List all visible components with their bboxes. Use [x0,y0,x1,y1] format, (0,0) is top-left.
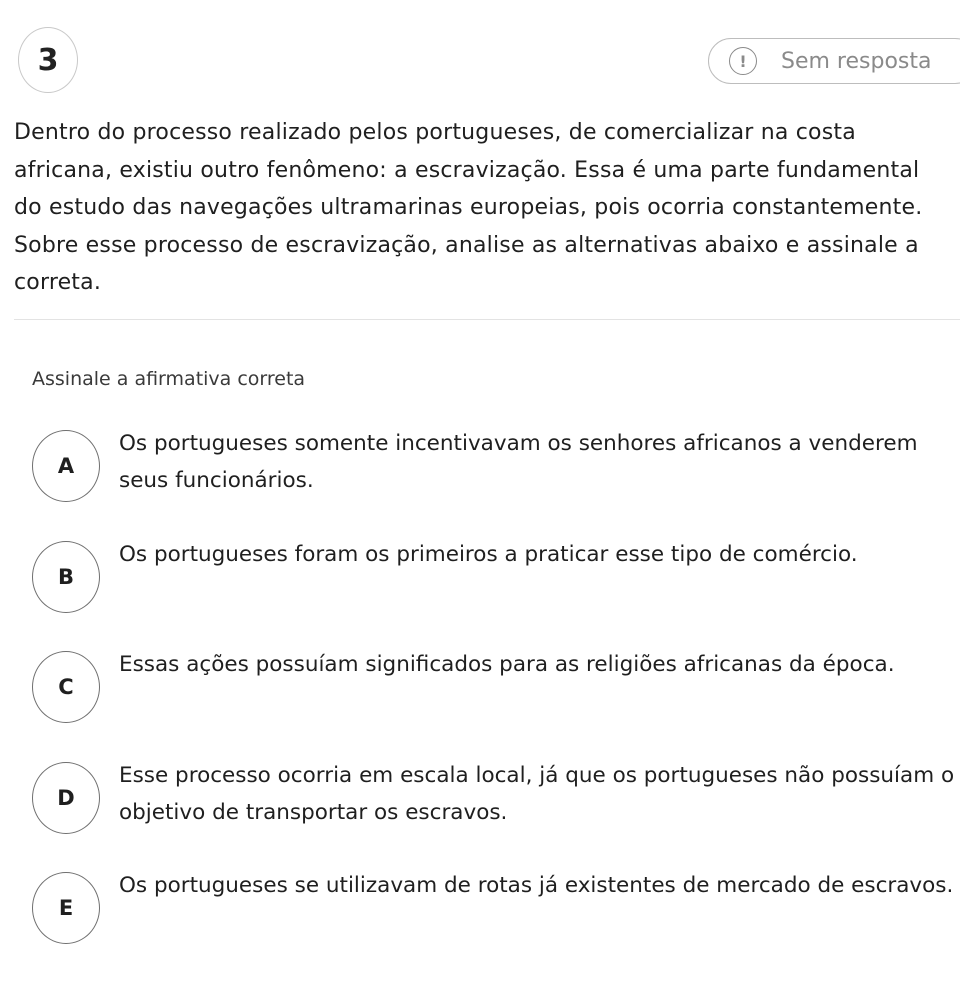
option-e[interactable] [32,872,960,948]
option-c-letter[interactable]: C [32,651,100,723]
answer-status-badge [708,38,960,84]
option-d-letter[interactable]: D [32,762,100,834]
option-b[interactable] [32,541,960,617]
option-a[interactable] [32,430,960,506]
option-b-letter[interactable]: B [32,541,100,613]
option-e-text[interactable]: Os portugueses se utilizavam de rotas já existentes de mercado de escravos. [119,873,954,898]
option-e-letter[interactable]: E [32,872,100,944]
option-b-text[interactable]: Os portugueses foram os primeiros a praticar esse tipo de comércio. [119,542,858,567]
option-c-text[interactable]: Essas ações possuíam significados para as religiões africanas da época. [119,652,895,677]
divider [14,319,960,320]
question-prompt: Assinale a afirmativa correta [32,368,306,390]
option-c[interactable] [32,651,960,727]
question-statement: Dentro do processo realizado pelos portugueses, de comercializar na costa africana, existiu outro fenômeno: a escravização. Essa é uma parte fundamental do estudo das navegações ultramarinas europeias, pois ocorria constantemente. Sobre esse processo de escravização, analise as alternativas abaixo e assinale a correta. [14,120,923,295]
option-a-text[interactable]: Os portugueses somente incentivavam os senhores africanos a venderem seus funcionários. [119,431,918,493]
option-a-letter[interactable]: A [32,430,100,502]
answer-status-label: Sem resposta [781,48,932,74]
alert-icon: ! [729,47,757,75]
option-d-text[interactable]: Esse processo ocorria em escala local, já que os portugueses não possuíam o objetivo de transportar os escravos. [119,763,955,825]
option-d[interactable] [32,762,960,838]
question-number: 3 [18,27,78,93]
